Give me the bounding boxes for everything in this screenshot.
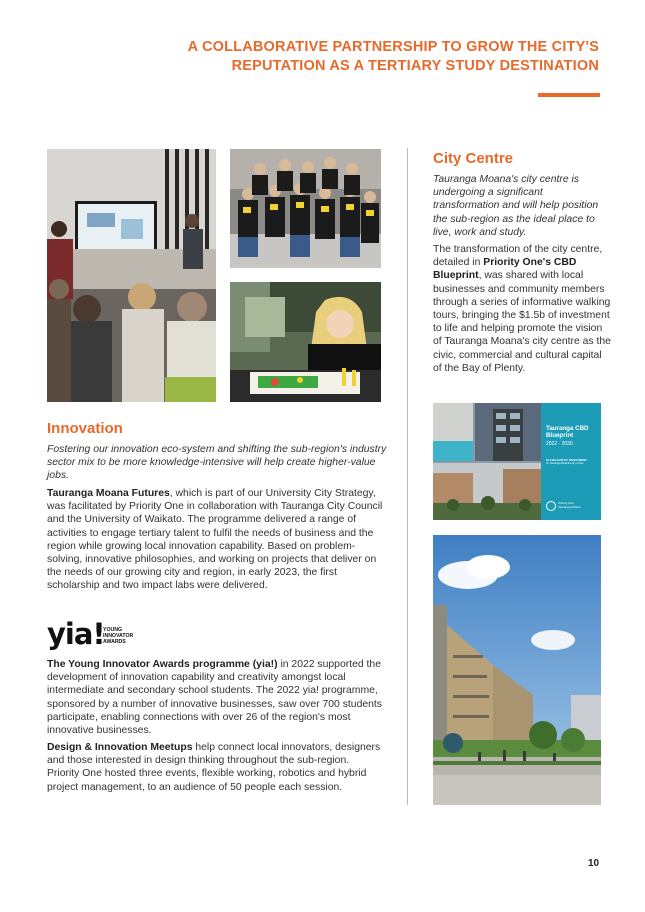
photo-team-group xyxy=(230,149,381,268)
page-title xyxy=(119,38,599,76)
yia-logo xyxy=(47,617,157,651)
photo-student-painting xyxy=(230,282,381,402)
innovation-heading: Innovation xyxy=(47,420,123,437)
city-centre-heading: City Centre xyxy=(433,150,514,167)
innovation-intro: Fostering our innovation eco-system and shifting the sub-region's industry sector mix to be more knowledge-intensive will help create higher-value jobs. xyxy=(47,444,387,482)
yia-text: in 2022 supported the development of innovation capability and creativity amongst local intermediate and secondary school students. The 2022 yia! programme, sponsored by a number of innovative businesses, saw over 700 students participate, enabling connections with over 26 of the region's most innovative businesses. xyxy=(47,659,383,737)
cbd-logo-line: Tauranga Moana xyxy=(558,504,581,509)
photo-presentation-room xyxy=(47,149,216,402)
cbd-cover-title: Tauranga CBD Blueprint xyxy=(546,425,589,440)
priority-one-logo-icon xyxy=(546,501,556,511)
futures-text: , which is part of our University City Strategy, was facilitated by Priority One in collaboration with Tauranga City Council and the University of Waikato. The programme delivered a range of activities to engage tertiary talent to fulfil the needs of business and the region while growing local innovation capability. Based on problem-solving, innovative philosophies, and working on projects that deliver on the needs of our growing city and region, in early 2023, the first scholarship and two impact labs were delivered. xyxy=(47,488,383,592)
yia-logo-subtitle xyxy=(103,628,133,645)
city-centre-intro: Tauranga Moana's city centre is undergoing a significant transformation and will help position the sub-region as the ideal place to live, work and study. xyxy=(433,174,599,238)
cbd-cover-photos xyxy=(433,403,541,520)
cbd-cover-logo-text xyxy=(558,502,581,509)
cbd-blueprint-cover xyxy=(433,403,601,520)
cbd-cover-subtitle: $1.5 BILLION OF INVESTMENT xyxy=(546,458,587,462)
meetups-paragraph xyxy=(47,741,382,794)
photo-city-centre-render xyxy=(433,535,601,805)
yia-logo-line: INNOVATOR xyxy=(103,632,134,639)
meetups-bold: Design & Innovation Meetups xyxy=(47,742,193,753)
cbd-logo-line: Priority One xyxy=(558,501,574,505)
city-text-a: The transformation of the city centre, detailed in xyxy=(433,244,603,269)
title-underline xyxy=(538,93,600,97)
yia-logo-line: AWARDS xyxy=(103,638,126,645)
blueprint-bold: Priority One's CBD Blueprint xyxy=(433,257,577,282)
page-number: 10 xyxy=(588,858,600,869)
cbd-cover-panel xyxy=(541,403,601,520)
futures-paragraph xyxy=(47,487,387,593)
cbd-cover-years: 2022 - 2030 xyxy=(546,441,573,447)
column-divider xyxy=(407,148,408,805)
page-title-line-1: A COLLABORATIVE PARTNERSHIP TO GROW THE CITY'S xyxy=(187,39,599,55)
meetups-text: help connect local innovators, designers and those interested in design thinking throughout the sub-region. Priority One hosted three events, flexible working, robotics and hybrid project management, to an audience of 50 people each session. xyxy=(47,742,381,793)
yia-logo-line: YOUNG xyxy=(103,627,123,633)
yia-logo-word: yia! xyxy=(47,617,105,651)
city-text-b: , was shared with local businesses and community members through a series of informative walking tours, bringing the $1.5b of investment to life and helping promote the vision of Tauranga Moana's city centre as the civic, commercial and cultural capital of the Bay of Plenty. xyxy=(433,270,611,374)
futures-bold: Tauranga Moana Futures xyxy=(47,488,170,499)
page-title-line-2: REPUTATION AS A TERTIARY STUDY DESTINATION xyxy=(231,58,599,74)
city-centre-paragraph xyxy=(433,243,611,375)
cbd-cover-subtitle-2: for Tauranga Moana's city centre xyxy=(546,462,584,465)
yia-bold: The Young Innovator Awards programme (yia!) xyxy=(47,659,278,670)
yia-paragraph xyxy=(47,658,387,737)
